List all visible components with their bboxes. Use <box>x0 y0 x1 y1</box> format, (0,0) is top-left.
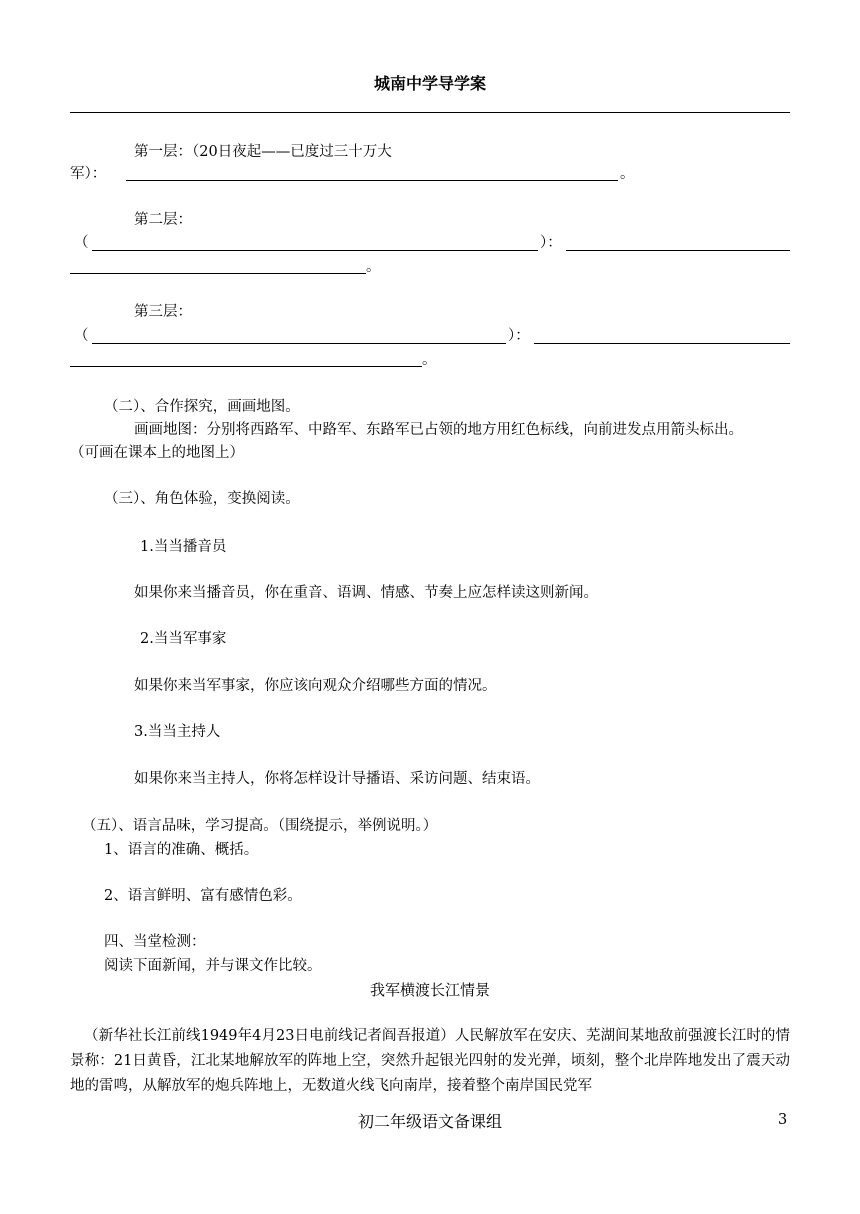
layer3-end: 。 <box>422 352 437 368</box>
layer3-blank-b[interactable] <box>534 343 790 344</box>
article-title: 我军横渡长江情景 <box>369 981 490 999</box>
footer-group: 初二年级语文备课组 <box>357 1112 502 1131</box>
article-body: （新华社长江前线1949年4月23日电前线记者阎吾报道）人民解放军在安庆、芜湖间某地敌前强渡长江时的情景称：21日黄昏，江北某地解放军的阵地上空，突然升起银光四射的发光弹，顷刻，整个北岸阵地发出了震天动地的雷鸣，从解放军的炮兵阵地上，无数道火线飞向南岸，接着整个南岸国民党军 <box>70 1028 790 1094</box>
layer3-blank-a[interactable] <box>92 343 506 344</box>
layer3-label: 第三层： <box>134 304 192 320</box>
item1-text: 如果你来当播音员，你在重音、语调、情感、节奏上应怎样读这则新闻。 <box>134 585 598 601</box>
page-title: 城南中学导学案 <box>373 74 486 93</box>
layer3-close: ）： <box>508 328 530 344</box>
layer1-end: 。 <box>620 166 635 182</box>
section2-heading: （二）、合作探究，画画地图。 <box>104 399 300 415</box>
item2-text: 如果你来当军事家，你应该向观众介绍哪些方面的情况。 <box>134 678 497 694</box>
section5-point2: 2、语言鲜明、富有感情色彩。 <box>104 888 302 904</box>
section4-heading: 四、当堂检测： <box>104 934 206 950</box>
section5-heading: （五）、语言品味，学习提高。（围绕提示，举例说明。） <box>82 818 438 834</box>
section3-heading: （三）、角色体验，变换阅读。 <box>104 491 300 507</box>
header-rule <box>70 112 790 113</box>
layer2-blank-b[interactable] <box>566 250 790 251</box>
section2-line2: （可画在课本上的地图上） <box>70 445 244 461</box>
section5-point1: 1、语言的准确、概括。 <box>104 842 259 858</box>
layer1-blank[interactable] <box>126 180 618 181</box>
section2-line1: 画画地图：分别将西路军、中路军、东路军已占领的地方用红色标线，向前进发点用箭头标出。 <box>134 422 743 438</box>
item2-title: 2.当当军事家 <box>140 631 227 647</box>
page-number: 3 <box>778 1112 788 1128</box>
layer2-blank-a[interactable] <box>92 250 538 251</box>
layer2-close: ）： <box>540 235 562 251</box>
section4-instruction: 阅读下面新闻，并与课文作比较。 <box>104 958 322 974</box>
layer2-blank-c[interactable] <box>70 273 366 274</box>
layer3-blank-c[interactable] <box>70 366 422 367</box>
layer2-end: 。 <box>366 259 381 275</box>
layer1-label: 第一层：（20日夜起——已度过三十万大 <box>134 144 392 160</box>
item3-text: 如果你来当主持人，你将怎样设计导播语、采访问题、结束语。 <box>134 771 540 787</box>
item3-title: 3.当当主持人 <box>134 724 221 740</box>
layer2-label: 第二层： <box>134 212 192 228</box>
layer2-open: （ <box>74 235 89 251</box>
layer3-open: （ <box>74 328 89 344</box>
layer1-cont: 军）： <box>70 166 107 182</box>
item1-title: 1.当当播音员 <box>140 539 227 555</box>
